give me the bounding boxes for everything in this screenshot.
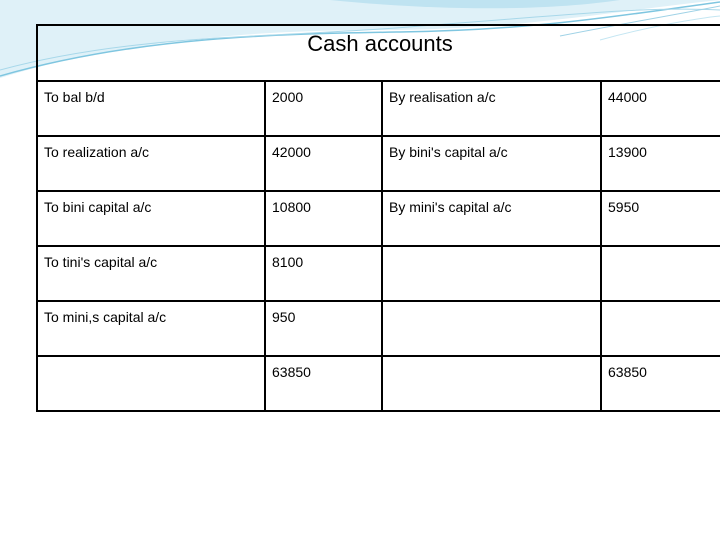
- debit-particular-cell: [37, 356, 265, 411]
- credit-amount-cell: [601, 301, 720, 356]
- debit-particular-cell: To realization a/c: [37, 136, 265, 191]
- debit-amount-cell: 2000: [265, 81, 382, 136]
- debit-amount-cell: 8100: [265, 246, 382, 301]
- table-row: [37, 301, 720, 356]
- credit-amount-cell: 44000: [601, 81, 720, 136]
- credit-amount-cell: 13900: [601, 136, 720, 191]
- credit-particular-cell: [382, 356, 601, 411]
- slide-title: Cash accounts: [307, 31, 453, 56]
- credit-amount-cell: [601, 246, 720, 301]
- credit-particular-cell: By realisation a/c: [382, 81, 601, 136]
- table-row: [37, 81, 720, 136]
- debit-particular-cell: To mini,s capital a/c: [37, 301, 265, 356]
- debit-particular-cell: To bal b/d: [37, 81, 265, 136]
- table-row: [37, 136, 720, 191]
- table-row: [37, 191, 720, 246]
- debit-amount-cell: 950: [265, 301, 382, 356]
- credit-particular-cell: [382, 301, 601, 356]
- credit-particular-cell: By mini's capital a/c: [382, 191, 601, 246]
- credit-particular-cell: By bini's capital a/c: [382, 136, 601, 191]
- debit-amount-cell: 42000: [265, 136, 382, 191]
- title-box: [36, 24, 720, 80]
- credit-amount-cell: 5950: [601, 191, 720, 246]
- debit-particular-cell: To tini's capital a/c: [37, 246, 265, 301]
- cash-account-table: [36, 80, 720, 412]
- credit-amount-cell: 63850: [601, 356, 720, 411]
- credit-particular-cell: [382, 246, 601, 301]
- debit-amount-cell: 63850: [265, 356, 382, 411]
- table-row: [37, 356, 720, 411]
- table-row: [37, 246, 720, 301]
- debit-particular-cell: To bini capital a/c: [37, 191, 265, 246]
- debit-amount-cell: 10800: [265, 191, 382, 246]
